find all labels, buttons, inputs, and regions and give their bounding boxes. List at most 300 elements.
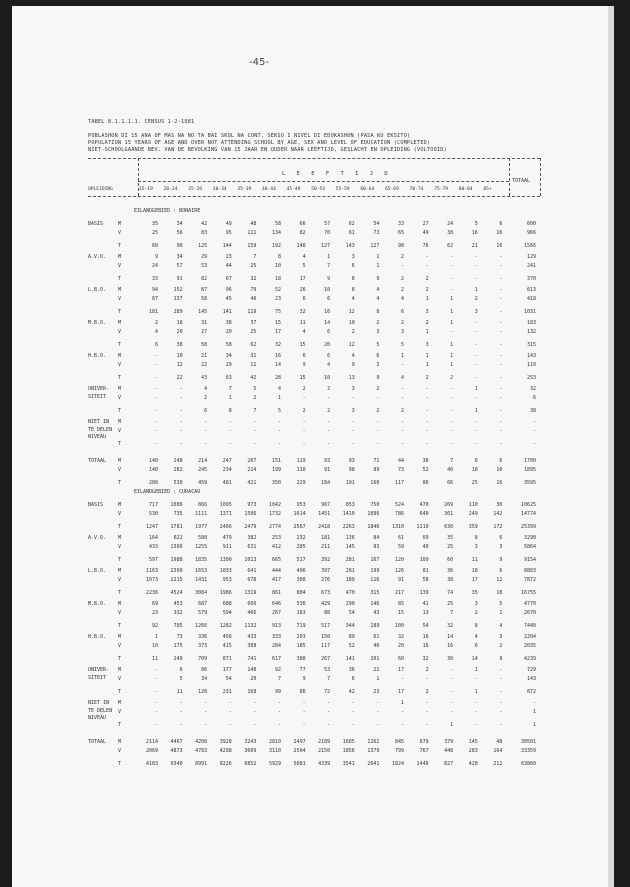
table-cell: 34	[176, 254, 183, 260]
table-cell: 4	[327, 362, 331, 369]
table-cell: 5081	[293, 760, 306, 767]
table-cell: 99	[274, 688, 281, 695]
table-cell: 4	[351, 296, 355, 303]
sex-code: V	[118, 544, 122, 551]
table-cell: 2	[400, 275, 404, 282]
table-cell: 11	[151, 655, 158, 662]
table-cell: 417	[271, 577, 281, 584]
table-cell: -	[474, 362, 478, 369]
table-cell: -	[450, 395, 454, 402]
row-total-cell: 5864	[523, 544, 536, 551]
table-cell: -	[400, 362, 404, 369]
table-cell: 1	[400, 700, 404, 706]
table-cell: 110	[296, 467, 306, 474]
table-cell: 1266	[195, 622, 208, 629]
table-cell: 36	[348, 667, 355, 673]
sex-code: M	[118, 502, 122, 508]
table-cell: 14	[324, 320, 331, 326]
table-cell: -	[179, 721, 183, 728]
table-cell: 1042	[268, 502, 281, 508]
table-cell: -	[327, 440, 331, 447]
table-cell: 1110	[416, 523, 429, 530]
table-cell: 61	[348, 230, 355, 237]
table-cell: 56	[176, 230, 183, 237]
table-cell: -	[400, 386, 404, 392]
table-cell: 1163	[145, 568, 158, 574]
table-cell: -	[228, 428, 232, 435]
table-cell: 1	[450, 721, 454, 728]
table-cell: 1431	[195, 577, 208, 584]
row-total-cell: 9154	[523, 556, 536, 563]
table-cell: 2418	[318, 523, 331, 530]
table-cell: 73	[373, 230, 380, 237]
table-cell: 3	[376, 362, 380, 369]
row-total-cell: 30501	[520, 739, 536, 745]
table-cell: -	[425, 395, 429, 402]
table-cell: 1653	[195, 568, 208, 574]
table-cell: 23	[151, 610, 158, 617]
row-total-cell: 32	[529, 386, 536, 392]
table-cell: 22	[373, 667, 380, 673]
table-cell: -	[499, 428, 503, 435]
table-cell: -	[499, 362, 503, 369]
table-cell: 58	[201, 341, 208, 348]
table-cell: 12	[348, 308, 355, 315]
row-total-cell: 729	[526, 667, 536, 673]
sex-code: V	[118, 676, 122, 683]
table-cell: 4467	[170, 739, 183, 745]
table-cell: 32	[274, 341, 281, 348]
table-cell: 61	[397, 535, 404, 541]
table-cell: -	[302, 440, 306, 447]
table-cell: 245	[198, 467, 208, 474]
table-cell: 100	[394, 622, 404, 629]
table-cell: -	[376, 700, 380, 706]
table-cell: 10	[151, 643, 158, 650]
table-cell: 134	[271, 230, 281, 237]
table-cell: 199	[370, 568, 380, 574]
table-cell: 9	[302, 676, 306, 683]
table-cell: 16	[496, 230, 503, 237]
table-cell: 7	[253, 254, 257, 260]
table-cell: 62	[447, 242, 454, 249]
table-cell: 332	[173, 610, 183, 617]
sex-code: M	[118, 568, 122, 574]
row-total-cell: 129	[526, 254, 536, 260]
table-cell: 6	[351, 263, 355, 270]
table-cell: 63	[225, 374, 232, 381]
sex-code: T	[118, 374, 122, 381]
table-cell: 11	[250, 362, 257, 369]
table-cell: 4	[474, 634, 478, 640]
sex-code: M	[118, 353, 122, 359]
title-papiamentu: POBLASHON DI 15 ANA OF MAS NA NO TA BAI SKOL NA CONT. SEKSO I NIVEL DI EDUKASHON (PASA KU EKSITO)	[88, 133, 411, 139]
table-cell: 6	[400, 308, 404, 315]
row-total-cell: 872	[526, 688, 536, 695]
table-cell: 141	[345, 655, 355, 662]
table-cell: 350	[271, 479, 281, 486]
age-group-header: 60-64	[360, 187, 375, 192]
table-cell: -	[425, 709, 429, 716]
table-cell: 31	[250, 353, 257, 359]
table-cell: -	[499, 688, 503, 695]
table-cell: 24	[447, 221, 454, 227]
table-cell: -	[179, 709, 183, 716]
table-cell: 95	[225, 230, 232, 237]
table-cell: -	[499, 296, 503, 303]
table-cell: 1	[277, 395, 281, 402]
table-cell: 379	[444, 739, 454, 745]
table-cell: 1310	[391, 523, 404, 530]
table-cell: 11	[471, 556, 478, 563]
table-cell: -	[499, 395, 503, 402]
table-cell: 9	[327, 275, 331, 282]
table-cell: 4	[154, 329, 158, 336]
opleiding-heading: OPLEIDING	[88, 187, 113, 192]
table-cell: -	[253, 721, 257, 728]
table-cell: 40	[447, 467, 454, 474]
table-cell: 20	[324, 341, 331, 348]
table-cell: 2810	[268, 739, 281, 745]
sex-code: M	[118, 458, 122, 464]
table-cell: 38	[447, 230, 454, 237]
table-cell: 415	[222, 643, 232, 650]
page-edge	[608, 6, 614, 887]
table-cell: 1732	[268, 511, 281, 518]
table-cell: 2236	[145, 589, 158, 596]
table-cell: 1	[474, 688, 478, 695]
table-cell: 1	[425, 296, 429, 303]
row-total-cell: 38	[529, 407, 536, 414]
table-cell: 1824	[391, 760, 404, 767]
table-cell: 953	[296, 502, 306, 508]
age-group-header: 25-29	[188, 187, 203, 192]
table-cell: 53	[324, 667, 331, 673]
table-cell: -	[474, 254, 478, 260]
table-cell: 3	[425, 341, 429, 348]
table-cell: -	[425, 721, 429, 728]
table-cell: 73	[397, 467, 404, 474]
education-level-label: A.V.O.	[88, 254, 107, 260]
table-cell: -	[474, 353, 478, 359]
row-total-cell: 6	[532, 395, 536, 402]
table-cell: 185	[296, 643, 306, 650]
table-cell: 10	[324, 287, 331, 293]
sex-code: M	[118, 419, 122, 425]
age-group-header: 30-34	[212, 187, 227, 192]
table-cell: -	[228, 419, 232, 425]
table-cell: 2	[154, 320, 158, 326]
row-total-cell: 1031	[523, 308, 536, 315]
table-cell: 45	[225, 296, 232, 303]
table-cell: 30	[447, 655, 454, 662]
table-cell: 14	[471, 655, 478, 662]
table-cell: 18	[471, 467, 478, 474]
table-cell: 148	[247, 667, 257, 673]
table-cell: 397	[321, 568, 331, 574]
table-cell: -	[277, 721, 281, 728]
table-cell: 89	[348, 634, 355, 640]
table-cell: 280	[148, 479, 158, 486]
table-cell: 1	[499, 610, 503, 617]
sex-code: M	[118, 254, 122, 260]
table-cell: 74	[447, 589, 454, 596]
sex-code: V	[118, 362, 122, 369]
table-cell: 9	[376, 374, 380, 381]
table-cell: 126	[394, 568, 404, 574]
table-cell: 1	[450, 320, 454, 326]
table-cell: 9340	[170, 760, 183, 767]
table-cell: 127	[370, 242, 380, 249]
sex-code: T	[118, 688, 122, 695]
education-level-label: NIET IN	[88, 419, 110, 425]
table-cell: -	[277, 440, 281, 447]
table-cell: 6	[302, 296, 306, 303]
table-cell: 517	[296, 556, 306, 563]
table-cell: 8	[228, 407, 232, 414]
table-cell: -	[450, 688, 454, 695]
table-cell: 1781	[170, 523, 183, 530]
table-cell: 217	[394, 589, 404, 596]
table-cell: 4208	[195, 739, 208, 745]
table-top-rule	[88, 158, 540, 159]
table-cell: 191	[345, 479, 355, 486]
table-cell: 82	[299, 230, 306, 237]
table-cell: 1371	[219, 511, 232, 518]
sex-code: T	[118, 655, 122, 662]
table-cell: 25	[250, 329, 257, 336]
table-cell: 152	[173, 287, 183, 293]
table-cell: 199	[271, 467, 281, 474]
table-cell: -	[499, 287, 503, 293]
sex-code: M	[118, 386, 122, 392]
table-cell: 4	[376, 287, 380, 293]
row-total-cell: 370	[526, 275, 536, 282]
row-total-cell: 7872	[523, 577, 536, 584]
table-cell: 48	[496, 739, 503, 745]
table-cell: 36	[422, 458, 429, 464]
table-cell: 2	[474, 610, 478, 617]
table-cell: 3	[351, 254, 355, 260]
education-level-label: L.B.O.	[88, 568, 107, 574]
table-cell: 448	[444, 748, 454, 755]
table-cell: 481	[222, 479, 232, 486]
table-cell: 15	[397, 610, 404, 617]
table-cell: 20	[176, 329, 183, 336]
age-group-header: 75-79	[434, 187, 449, 192]
row-total-cell: 1	[532, 709, 536, 716]
sex-code: T	[118, 275, 122, 282]
row-total-cell: 418	[526, 296, 536, 303]
row-total-cell: 7440	[523, 622, 536, 629]
table-cell: 25	[250, 263, 257, 270]
table-cell: 1	[450, 296, 454, 303]
table-cell: 5	[179, 676, 183, 683]
row-total-cell: -	[532, 700, 536, 706]
table-cell: 2	[425, 275, 429, 282]
table-cell: 23	[274, 296, 281, 303]
table-cell: -	[376, 440, 380, 447]
table-cell: 38	[176, 341, 183, 348]
table-cell: -	[499, 254, 503, 260]
table-cell: 9	[499, 556, 503, 563]
table-cell: 69	[151, 601, 158, 607]
table-cell: 43	[201, 374, 208, 381]
table-cell: 276	[321, 577, 331, 584]
sex-code: T	[118, 721, 122, 728]
table-cell: 2	[425, 320, 429, 326]
row-total-cell: 110	[526, 362, 536, 369]
sex-code: T	[118, 341, 122, 348]
table-cell: 8	[474, 535, 478, 541]
table-cell: 7	[253, 407, 257, 414]
table-cell: 421	[247, 479, 257, 486]
row-total-cell: 183	[526, 320, 536, 326]
table-cell: -	[204, 428, 208, 435]
table-cell: -	[376, 721, 380, 728]
table-cell: 308	[296, 577, 306, 584]
table-cell: 2309	[170, 568, 183, 574]
table-cell: -	[450, 329, 454, 336]
table-cell: 21	[471, 242, 478, 249]
table-cell: 86	[201, 667, 208, 673]
education-level-label: H.B.O.	[88, 634, 107, 640]
table-cell: 2	[302, 386, 306, 392]
table-cell: 2	[400, 320, 404, 326]
table-cell: -	[154, 428, 158, 435]
table-cell: -	[450, 275, 454, 282]
table-cell: 117	[321, 643, 331, 650]
sex-code: T	[118, 760, 122, 767]
row-total-cell: 613	[526, 287, 536, 293]
table-cell: 344	[345, 622, 355, 629]
row-total-cell: 8883	[523, 568, 536, 574]
sex-code: M	[118, 634, 122, 640]
table-cell: 6	[302, 353, 306, 359]
row-total-cell: 4239	[523, 655, 536, 662]
table-right-rule	[540, 158, 541, 196]
table-cell: 148	[296, 242, 306, 249]
table-cell: 142	[493, 511, 503, 518]
table-cell: 1977	[195, 523, 208, 530]
sex-code: M	[118, 601, 122, 607]
table-cell: -	[228, 440, 232, 447]
table-cell: 18	[274, 275, 281, 282]
table-cell: 536	[296, 601, 306, 607]
table-cell: -	[474, 329, 478, 336]
table-cell: 3	[425, 308, 429, 315]
table-cell: 289	[173, 308, 183, 315]
age-group-header: 70-74	[409, 187, 424, 192]
table-cell: 429	[321, 601, 331, 607]
table-cell: -	[499, 667, 503, 673]
table-cell: 40	[250, 296, 257, 303]
table-cell: 3084	[195, 589, 208, 596]
table-cell: 2641	[367, 760, 380, 767]
table-cell: 3	[400, 329, 404, 336]
leeftijd-heading: L E E F T I J D	[282, 171, 392, 177]
table-cell: 69	[422, 535, 429, 541]
table-cell: 2069	[145, 748, 158, 755]
table-cell: 23	[373, 688, 380, 695]
table-cell: 2	[499, 643, 503, 650]
table-cell: 665	[271, 556, 281, 563]
table-cell: 646	[271, 601, 281, 607]
table-cell: -	[450, 386, 454, 392]
table-cell: 456	[222, 634, 232, 640]
sex-code: M	[118, 287, 122, 293]
table-cell: 678	[247, 577, 257, 584]
table-cell: 177	[222, 667, 232, 673]
table-cell: -	[179, 428, 183, 435]
table-cell: 8226	[219, 760, 232, 767]
table-cell: 92	[274, 667, 281, 673]
table-cell: -	[474, 374, 478, 381]
table-cell: 785	[173, 622, 183, 629]
table-cell: 717	[148, 502, 158, 508]
table-cell: 42	[250, 374, 257, 381]
table-cell: 622	[173, 535, 183, 541]
table-cell: -	[351, 440, 355, 447]
table-cell: 16	[422, 643, 429, 650]
table-cell: 2	[327, 407, 331, 414]
table-cell: 1	[376, 676, 380, 683]
table-cell: 87	[201, 287, 208, 293]
table-cell: 172	[493, 523, 503, 530]
table-cell: 28	[274, 374, 281, 381]
age-group-header: 65-69	[385, 187, 399, 192]
table-cell: -	[400, 721, 404, 728]
table-cell: 5	[376, 341, 380, 348]
education-level-label: BASIS	[88, 221, 104, 227]
table-cell: 1379	[367, 748, 380, 755]
table-cell: -	[154, 700, 158, 706]
table-cell: 40	[373, 643, 380, 650]
sex-code: T	[118, 589, 122, 596]
table-cell: -	[204, 419, 208, 425]
table-cell: 21	[201, 353, 208, 359]
table-cell: -	[474, 440, 478, 447]
table-cell: -	[474, 275, 478, 282]
table-cell: 6	[179, 667, 183, 673]
table-cell: -	[400, 263, 404, 270]
table-cell: 594	[222, 610, 232, 617]
table-cell: 48	[250, 221, 257, 227]
table-cell: 82	[201, 275, 208, 282]
table-cell: 373	[198, 643, 208, 650]
table-cell: 67	[225, 275, 232, 282]
table-cell: 4339	[318, 760, 331, 767]
table-cell: -	[400, 428, 404, 435]
table-cell: 234	[222, 467, 232, 474]
table-cell: 127	[321, 242, 331, 249]
sex-code: T	[118, 523, 122, 530]
table-cell: 72	[324, 688, 331, 695]
age-group-header: 45-49	[286, 187, 301, 192]
table-cell: 91	[397, 577, 404, 584]
table-cell: -	[474, 419, 478, 425]
table-cell: 6852	[244, 760, 257, 767]
table-cell: 267	[321, 655, 331, 662]
table-cell: 3	[474, 544, 478, 551]
table-cell: 42	[348, 688, 355, 695]
table-cell: 137	[173, 296, 183, 303]
row-total-cell: 2204	[523, 634, 536, 640]
table-cell: 22	[176, 374, 183, 381]
table-cell: 18	[471, 568, 478, 574]
table-cell: 5	[499, 601, 503, 607]
table-cell: 125	[198, 242, 208, 249]
